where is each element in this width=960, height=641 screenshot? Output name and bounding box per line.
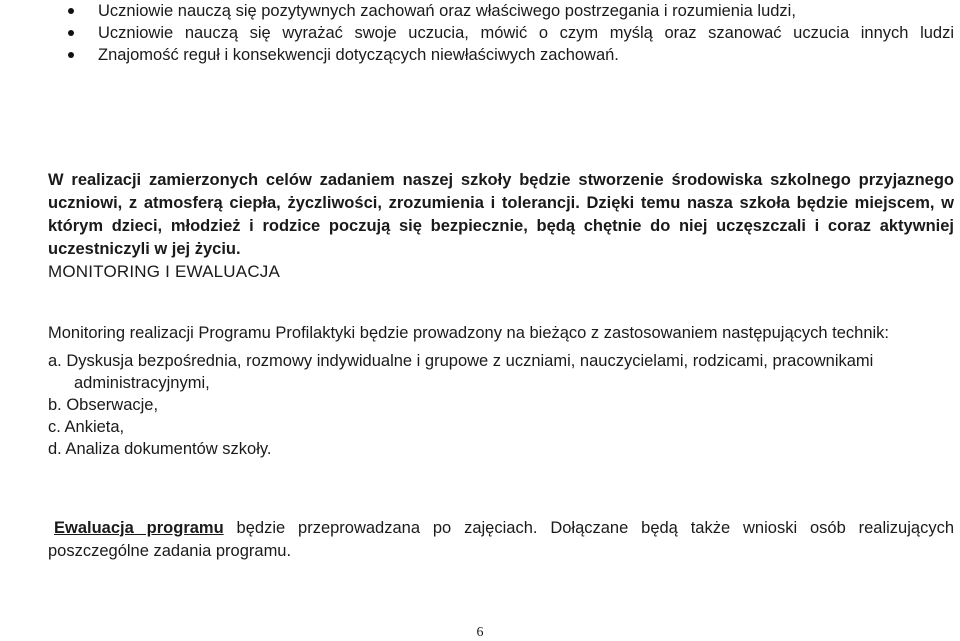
goal-text: Znajomość reguł i konsekwencji dotyczących niewłaściwych zachowań. — [98, 46, 619, 64]
goal-text: Uczniowie nauczą się wyrażać swoje uczucia, mówić o czym myślą oraz szanować uczucia innych ludzi — [98, 24, 954, 42]
list-item — [60, 44, 954, 66]
goal-text: Uczniowie nauczą się pozytywnych zachowań oraz właściwego postrzegania i rozumienia ludzi, — [98, 2, 796, 20]
goals-list — [60, 0, 954, 66]
list-item: a. Dyskusja bezpośrednia, rozmowy indywidualne i grupowe z uczniami, nauczycielami, rodzicami, pracownikami administracyjnymi, — [48, 352, 874, 392]
evaluation-text: będzie przeprowadzana po zajęciach. Dołączane będą także wnioski osób realizujących poszczególne zadania programu. — [48, 518, 955, 560]
list-item — [60, 0, 954, 22]
evaluation-term: Ewaluacja programu — [54, 518, 224, 537]
mission-paragraph: W realizacji zamierzonych celów zadaniem naszej szkoły będzie stworzenie środowiska szkolnego przyjaznego uczniowi, z atmosferą ciepła, życzliwości, zrozumienia i tolerancji. Dzięki temu nasza szkoła będzie miejscem, w którym dzieci, młodzież i rodzice poczują się bezpiecznie, będą chętnie do niej uczęszczali i coraz aktywniej uczestniczyli w jej życiu. — [48, 170, 954, 258]
techniques-list — [48, 350, 928, 460]
evaluation-paragraph — [48, 517, 954, 563]
list-item: c. Ankieta, — [48, 418, 125, 436]
section-heading: MONITORING I EWALUACJA — [48, 262, 281, 281]
list-item — [60, 22, 954, 44]
bullet-icon — [68, 52, 74, 58]
bullet-icon — [68, 8, 74, 14]
page-number: 6 — [476, 625, 484, 640]
list-item: d. Analiza dokumentów szkoły. — [48, 440, 272, 458]
bullet-icon — [68, 30, 74, 36]
list-item: b. Obserwacje, — [48, 396, 159, 414]
monitoring-paragraph: Monitoring realizacji Programu Profilaktyki będzie prowadzony na bieżąco z zastosowaniem następujących technik: — [48, 323, 890, 342]
